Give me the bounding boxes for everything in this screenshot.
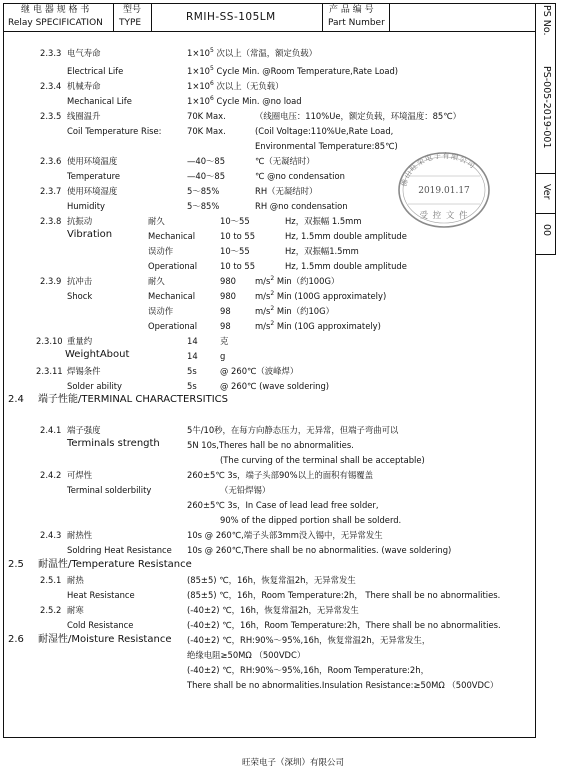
value-line: $1\times 10^6$ 次以上（无负载）: [187, 80, 284, 91]
value: 5～85%: [187, 186, 220, 196]
header-spec-cell: [3, 3, 114, 32]
section-number: 2.3.9: [40, 276, 62, 286]
row-value: 980: [220, 291, 236, 301]
section-number: 2.3.11: [36, 366, 63, 376]
ver-label: Ver: [541, 184, 552, 200]
header-row: [3, 3, 536, 32]
header-part-cell: [323, 3, 390, 32]
section-number: 2.3.7: [40, 186, 62, 196]
section-number: 2.5: [8, 559, 24, 570]
svg-text:佛山旺荣电子有限公司: [399, 151, 477, 188]
note: (Coil Voltage:110%Ue,Rate Load,: [255, 126, 394, 136]
row-value: 10 to 55: [220, 261, 256, 271]
ps-no-label: PS No.: [541, 5, 552, 36]
section-number: 2.4.3: [40, 530, 62, 540]
section-title-en: Soldring Heat Resistance: [67, 545, 172, 555]
value: 5s: [187, 366, 197, 376]
section-title-cn: 电气寿命: [67, 48, 101, 58]
section-title-en: Terminals strength: [67, 438, 160, 449]
note: RH（无凝结时）: [255, 186, 318, 196]
text-line: (The curving of the terminal shall be acceptable): [220, 455, 425, 465]
side-divider: [536, 173, 556, 174]
section-heading: 耐湿性/Moisture Resistance: [38, 634, 172, 645]
section-number: 2.3.8: [40, 216, 62, 226]
row-note: Hz，双振幅 1.5mm: [285, 216, 362, 226]
part-cn: 产 品 编 号: [329, 5, 374, 15]
stamp-date: 2019.01.17: [418, 186, 470, 196]
section-title-en: Vibration: [67, 229, 113, 240]
text-line: 260±5℃ 3s，In Case of lead lead free solder,: [187, 500, 379, 510]
text-line: 10s @ 260℃,There shall be no abnormalities. (wave soldering): [187, 545, 452, 555]
row-value: 10～55: [220, 216, 250, 226]
section-number: 2.4.1: [40, 425, 62, 435]
section-title-en: Solder ability: [67, 381, 123, 391]
text-line: 5N 10s,Theres hall be no abnormalities.: [187, 440, 354, 450]
text-line: (-40±2) ℃，RH:90%～95%,16h，Room Temperature:2h，: [187, 665, 429, 675]
unit: g: [220, 351, 226, 361]
value: 70K Max.: [187, 111, 226, 121]
row-note: Hz, 1.5mm double amplitude: [285, 261, 407, 271]
section-number: 2.3.3: [40, 48, 62, 58]
section-title-en: Cold Resistance: [67, 620, 134, 630]
spec-cn: 继 电 器 规 格 书: [21, 5, 90, 15]
section-heading: 端子性能/TERMINAL CHARACTERSITICS: [38, 394, 228, 405]
row-label: Operational: [148, 321, 198, 331]
section-title-cn: 可焊性: [67, 470, 93, 480]
ver-value: 00: [541, 224, 552, 237]
value: 14: [187, 336, 198, 346]
section-title-en: Heat Resistance: [67, 590, 135, 600]
row-note: $m/s^2$ Min (100G approximately): [255, 290, 387, 301]
section-number: 2.5.1: [40, 575, 62, 585]
ps-no-value: PS-005-2019-001: [541, 66, 552, 149]
row-label: 耐久: [148, 276, 165, 286]
type-cn: 型号: [123, 5, 142, 15]
section-title-en: Electrical Life: [67, 66, 124, 76]
text-line: 绝缘电阻≥50MΩ （500VDC）: [187, 650, 306, 660]
section-title-en: Temperature: [67, 171, 121, 181]
row-label: Mechanical: [148, 291, 196, 301]
section-title-cn: 使用环境湿度: [67, 186, 118, 196]
row-value: 98: [220, 321, 231, 331]
note: @ 260℃（波峰焊）: [220, 366, 299, 376]
header-model-cell: [152, 3, 323, 32]
type-en: TYPE: [119, 18, 142, 28]
stamp-label: 受 控 文 件: [419, 211, 469, 221]
row-label: 误动作: [148, 246, 174, 256]
side-divider: [536, 213, 556, 214]
section-number: 2.4: [8, 394, 24, 405]
section-title-cn: 抗冲击: [67, 276, 93, 286]
note: @ 260℃ (wave soldering): [220, 381, 330, 391]
section-title-en: Terminal solderbility: [67, 485, 152, 495]
section-number: 2.5.2: [40, 605, 62, 615]
section-title-en: WeightAbout: [65, 349, 130, 360]
text-line: 90% of the dipped portion shall be solderd.: [220, 515, 402, 525]
text-line: （无铅焊锡）: [220, 485, 271, 495]
text-line: (85±5) ℃，16h，Room Temperature:2h， There shall be no abnormalities.: [187, 590, 501, 600]
section-number: 2.6: [8, 634, 24, 645]
text-line: 260±5℃ 3s，端子头部90%以上的面积有锡覆盖: [187, 470, 373, 480]
text-line: (-40±2) ℃，16h，恢复常温2h，无异常发生: [187, 605, 359, 615]
note: ℃（无凝结时）: [255, 156, 315, 166]
section-title-cn: 抗振动: [67, 216, 93, 226]
section-number: 2.3.6: [40, 156, 62, 166]
row-value: 10～55: [220, 246, 250, 256]
section-title-cn: 重量约: [67, 336, 93, 346]
value-line: $1\times 10^6$ Cycle Min. @no load: [187, 95, 302, 106]
note: Environmental Temperature:85℃): [255, 141, 398, 151]
row-note: $m/s^2$ Min（约100G）: [255, 275, 340, 286]
text-line: (-40±2) ℃，RH:90%～95%,16h，恢复常温2h，无异常发生，: [187, 635, 431, 645]
section-title-en: Coil Temperature Rise:: [67, 126, 162, 136]
value: 70K Max.: [187, 126, 226, 136]
unit: 克: [220, 336, 229, 346]
stamp-company: 佛山旺荣电子有限公司: [399, 150, 478, 188]
section-number: 2.3.10: [36, 336, 63, 346]
row-label: 误动作: [148, 306, 174, 316]
row-value: 980: [220, 276, 236, 286]
section-number: 2.3.4: [40, 81, 62, 91]
text-line: 5牛/10秒，在每方向静态压力，无异常，但端子弯曲可以: [187, 425, 399, 435]
section-title-cn: 耐热性: [67, 530, 93, 540]
section-title-en: Humidity: [67, 201, 105, 211]
value: 5～85%: [187, 201, 220, 211]
section-heading: 耐温性/Temperature Resistance: [38, 559, 192, 570]
row-label: 耐久: [148, 216, 165, 226]
controlled-document-stamp: [394, 146, 494, 230]
value: —40～85: [187, 156, 226, 166]
note: （线圈电压：110%Ue，额定负载，环境温度：85℃）: [255, 111, 462, 121]
value: 5s: [187, 381, 197, 391]
text-line: (-40±2) ℃，16h，Room Temperature:2h，There shall be no abnormalities.: [187, 620, 501, 630]
value: 14: [187, 351, 198, 361]
spec-en: Relay SPECIFICATION: [8, 18, 103, 28]
note: ℃ @no condensation: [255, 171, 345, 181]
row-label: Mechanical: [148, 231, 196, 241]
value: —40～85: [187, 171, 226, 181]
section-title-cn: 机械寿命: [67, 81, 101, 91]
footer-company: 旺荣电子（深圳）有限公司: [241, 758, 344, 768]
part-en: Part Number: [328, 18, 385, 28]
text-line: There shall be no abnormalities.Insulation Resistance:≥50MΩ （500VDC）: [187, 680, 499, 690]
section-number: 2.4.2: [40, 470, 62, 480]
section-title-cn: 线圈温升: [67, 111, 101, 121]
value-line: $1\times 10^5$ Cycle Min. @Room Temperature,Rate Load): [187, 65, 399, 76]
section-number: 2.3.5: [40, 111, 62, 121]
section-title-cn: 端子强度: [67, 425, 101, 435]
row-value: 10 to 55: [220, 231, 256, 241]
section-title-cn: 耐热: [67, 575, 84, 585]
note: RH @no condensation: [255, 201, 348, 211]
value-line: $1\times 10^5$ 次以上（常温，额定负载）: [187, 47, 318, 58]
text-line: (85±5) ℃，16h，恢复常温2h，无异常发生: [187, 575, 356, 585]
section-title-cn: 使用环境温度: [67, 156, 118, 166]
row-note: Hz，双振幅1.5mm: [285, 246, 359, 256]
section-title-en: Shock: [67, 291, 93, 301]
row-note: $m/s^2$ Min (10G approximately): [255, 320, 381, 331]
header-type-cell: [114, 3, 152, 32]
row-value: 98: [220, 306, 231, 316]
section-title-en: Mechanical Life: [67, 96, 132, 106]
row-label: Operational: [148, 261, 198, 271]
section-title-cn: 耐寒: [67, 605, 84, 615]
row-note: Hz, 1.5mm double amplitude: [285, 231, 407, 241]
row-note: $m/s^2$ Min（约10G）: [255, 305, 334, 316]
section-title-cn: 焊锡条件: [67, 366, 101, 376]
model-number: RMIH-SS-105LM: [186, 11, 276, 23]
text-line: 10s @ 260℃,端子头部3mm没入锡中，无异常发生: [187, 530, 383, 540]
